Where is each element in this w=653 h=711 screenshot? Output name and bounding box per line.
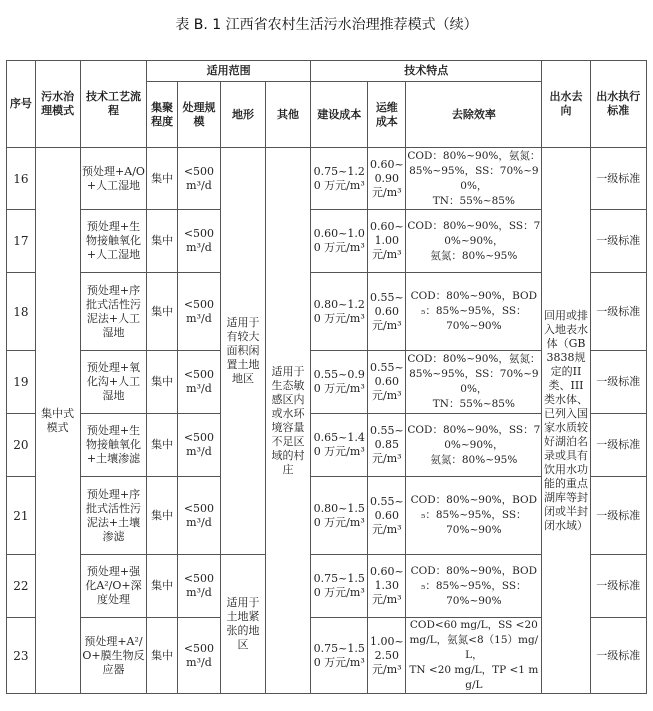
efficiency-line-2: 70%~90% — [446, 594, 502, 607]
header-outflow: 出水去向 — [542, 61, 590, 148]
row-efficiency — [406, 148, 542, 210]
row-seq: 19 — [7, 351, 36, 414]
efficiency-line-1: COD：80%~90%，氨氮：85%~95%，SS：70%~90%， — [407, 353, 541, 395]
header-concentration: 集聚程度 — [147, 82, 178, 148]
row-seq: 18 — [7, 273, 36, 351]
efficiency-line-1: COD：80%~90%，BOD₅：85%~95%，SS： — [410, 494, 538, 521]
header-process: 技术工艺流程 — [80, 61, 147, 148]
row-om-cost: 0.55~0.60 元/m³ — [368, 273, 406, 351]
row-standard: 一级标准 — [590, 618, 646, 694]
row-seq: 17 — [7, 210, 36, 273]
header-other: 其他 — [266, 82, 311, 148]
row-concentration: 集中 — [147, 351, 178, 414]
row-efficiency — [406, 618, 542, 694]
header-efficiency: 去除效率 — [406, 82, 542, 148]
row-build-cost: 0.80~1.50 万元/m³ — [311, 477, 368, 555]
header-scope-group: 适用范围 — [147, 61, 311, 82]
header-mode: 污水治理模式 — [35, 61, 80, 148]
row-build-cost: 0.60~1.00 万元/m³ — [311, 210, 368, 273]
row-om-cost: 0.60~1.30 元/m³ — [368, 555, 406, 618]
row-capacity: <500 m³/d — [177, 414, 220, 477]
row-concentration: 集中 — [147, 148, 178, 210]
header-om-cost: 运维成本 — [368, 82, 406, 148]
row-capacity: <500 m³/d — [177, 555, 220, 618]
row-process: 预处理+A²/O+膜生物反应器 — [80, 618, 147, 694]
row-process: 预处理+生物接触氧化+人工湿地 — [80, 210, 147, 273]
row-capacity: <500 m³/d — [177, 351, 220, 414]
row-process: 预处理+生物接触氧化+土壤渗滤 — [80, 414, 147, 477]
efficiency-line-2: TN：55%~85% — [432, 194, 515, 207]
table-row — [7, 148, 647, 210]
row-concentration: 集中 — [147, 414, 178, 477]
row-concentration: 集中 — [147, 618, 178, 694]
row-concentration: 集中 — [147, 555, 178, 618]
table-title: 表 B. 1 江西省农村生活污水治理推荐模式（续） — [175, 17, 478, 33]
efficiency-line-2: 70%~90% — [446, 320, 502, 332]
row-standard: 一级标准 — [590, 555, 646, 618]
row-standard: 一级标准 — [590, 148, 646, 210]
row-om-cost: 0.55~0.85 元/m³ — [368, 414, 406, 477]
row-efficiency — [406, 351, 542, 414]
efficiency-line-1: COD<60 mg/L，SS <20 mg/L，氨氮<8（15）mg/L， — [409, 619, 539, 661]
row-standard: 一级标准 — [590, 351, 646, 414]
row-seq: 20 — [7, 414, 36, 477]
row-process: 预处理+序批式活性污泥法+人工湿地 — [80, 273, 147, 351]
header-capacity: 处理规模 — [177, 82, 220, 148]
row-efficiency — [406, 414, 542, 477]
terrain-cell-a: 适用于有较大面积闲置土地地区 — [220, 148, 265, 555]
row-om-cost: 0.55~0.60 元/m³ — [368, 477, 406, 555]
row-seq: 22 — [7, 555, 36, 618]
row-om-cost: 0.60~0.90 元/m³ — [368, 148, 406, 210]
row-seq: 16 — [7, 148, 36, 210]
row-concentration: 集中 — [147, 210, 178, 273]
header-build-cost: 建设成本 — [311, 82, 368, 148]
efficiency-line-2: TN <20 mg/L，TP <1 mg/L — [409, 664, 539, 691]
row-capacity: <500 m³/d — [177, 618, 220, 694]
row-seq: 23 — [7, 618, 36, 694]
row-standard: 一级标准 — [590, 273, 646, 351]
efficiency-line-2: TN：55%~85% — [432, 398, 515, 410]
mode-cell: 集中式模式 — [35, 148, 80, 694]
terrain-cell-b: 适用于土地紧张的地区 — [220, 555, 265, 694]
row-build-cost: 0.80~1.20 万元/m³ — [311, 273, 368, 351]
row-build-cost: 0.65~1.40 万元/m³ — [311, 414, 368, 477]
efficiency-line-2: 70%~90% — [446, 524, 502, 536]
outflow-cell: 回用或排入地表水体（GB 3838规定的II类、III类水体、已列入国家水质较好湖泊名录或具有饮用水功能的重点湖库等封闭或半封闭水域） — [542, 148, 590, 694]
row-concentration: 集中 — [147, 273, 178, 351]
row-efficiency — [406, 477, 542, 555]
efficiency-line-1: COD：80%~90%，SS：70%~90%， — [407, 219, 541, 247]
efficiency-line-1: COD：80%~90%，氨氮：85%~95%，SS：70%~90%， — [407, 149, 541, 192]
row-build-cost: 0.75~1.20 万元/m³ — [311, 148, 368, 210]
row-standard: 一级标准 — [590, 210, 646, 273]
recommendation-table — [6, 60, 647, 694]
efficiency-line-1: COD：80%~90%，BOD₅：85%~95%，SS： — [410, 290, 538, 317]
row-build-cost: 0.75~1.50 万元/m³ — [311, 555, 368, 618]
efficiency-line-2: 氨氮：80%~95% — [430, 249, 518, 262]
row-efficiency — [406, 555, 542, 618]
row-efficiency — [406, 273, 542, 351]
row-seq: 21 — [7, 477, 36, 555]
row-process: 预处理+强化A²/O+深度处理 — [80, 555, 147, 618]
row-concentration: 集中 — [147, 477, 178, 555]
efficiency-line-2: 氨氮：80%~95% — [430, 453, 518, 466]
efficiency-line-1: COD：80%~90%，SS：70%~90%， — [407, 423, 541, 451]
row-om-cost: 0.55~0.60 元/m³ — [368, 351, 406, 414]
row-capacity: <500 m³/d — [177, 273, 220, 351]
row-om-cost: 1.00~2.50 元/m³ — [368, 618, 406, 694]
header-standard: 出水执行标准 — [590, 61, 646, 148]
row-efficiency — [406, 210, 542, 273]
header-seq: 序号 — [7, 61, 36, 148]
other-cell: 适用于生态敏感区内或水环境容量不足区域的村庄 — [266, 148, 311, 694]
row-om-cost: 0.60~1.00 元/m³ — [368, 210, 406, 273]
row-standard: 一级标准 — [590, 477, 646, 555]
row-build-cost: 0.55~0.90 万元/m³ — [311, 351, 368, 414]
row-standard: 一级标准 — [590, 414, 646, 477]
header-tech-group: 技术特点 — [311, 61, 542, 82]
row-build-cost: 0.75~1.50 万元/m³ — [311, 618, 368, 694]
row-process: 预处理+序批式活性污泥法+土壤渗滤 — [80, 477, 147, 555]
row-capacity: <500 m³/d — [177, 148, 220, 210]
efficiency-line-1: COD：80%~90%，BOD₅：85%~95%，SS： — [410, 564, 538, 592]
row-process: 预处理+氧化沟+人工湿地 — [80, 351, 147, 414]
row-capacity: <500 m³/d — [177, 210, 220, 273]
header-terrain: 地形 — [220, 82, 265, 148]
row-capacity: <500 m³/d — [177, 477, 220, 555]
row-process: 预处理+A/O+人工湿地 — [80, 148, 147, 210]
